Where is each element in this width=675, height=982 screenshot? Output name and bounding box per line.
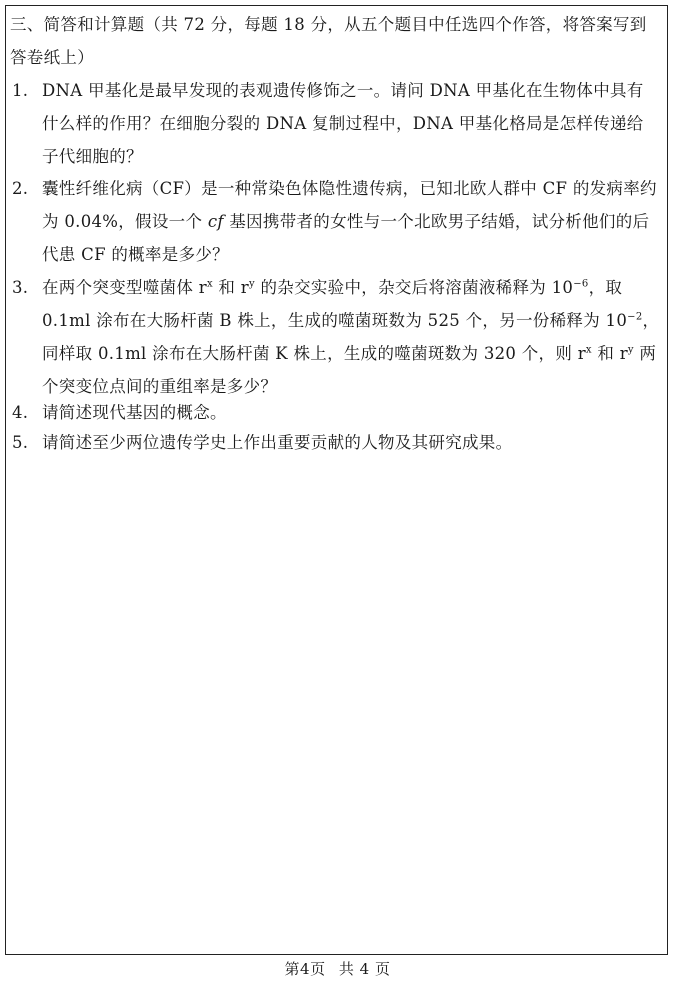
question-4 xyxy=(10,396,660,429)
superscript: x xyxy=(585,344,592,356)
question-text-part: 和 r xyxy=(591,344,628,363)
question-text-part: 基因携带者的女性与一个北欧男子结婚，试分析他们的后代患 CF 的概率是多少？ xyxy=(42,212,650,264)
question-text-part: ，同样取 0.1ml 涂布在大肠杆菌 K 株上，生成的噬菌斑数为 320 个，则 r xyxy=(42,311,660,363)
page-number: 第4页 xyxy=(284,960,326,978)
question-number: 1. xyxy=(12,81,29,100)
question-text-part: 的杂交实验中，杂交后将溶菌液稀释为 10 xyxy=(254,278,574,297)
superscript: −2 xyxy=(627,311,643,323)
question-text: 请简述至少两位遗传学史上作出重要贡献的人物及其研究成果。 xyxy=(42,433,513,452)
question-number: 4. xyxy=(12,403,29,422)
total-pages: 共 4 页 xyxy=(338,960,391,978)
question-text-part: 囊性纤维化病（CF）是一种常染色体隐性遗传病，已知北欧人群中 CF 的发病率约为 0.04%，假设一个 xyxy=(42,179,657,231)
question-text: DNA 甲基化是最早发现的表观遗传修饰之一。请问 DNA 甲基化在生物体中具有什么样的作用？在细胞分裂的 DNA 复制过程中，DNA 甲基化格局是怎样传递给子代细胞的？ xyxy=(42,81,644,166)
question-text xyxy=(42,172,660,271)
question-1 xyxy=(10,74,660,173)
question-5 xyxy=(10,426,660,459)
question-text: 请简述现代基因的概念。 xyxy=(42,403,227,422)
question-text-part: 和 r xyxy=(212,278,249,297)
question-number: 2. xyxy=(12,179,29,198)
superscript: y xyxy=(248,278,255,290)
question-text-part: ，取 0.1ml 涂布在大肠杆菌 B 株上，生成的噬菌斑数为 525 个，另一份稀释为 10 xyxy=(42,278,628,330)
question-2 xyxy=(10,172,660,271)
page-footer xyxy=(0,958,675,980)
question-3 xyxy=(10,271,660,403)
gene-symbol-italic: cf xyxy=(207,212,224,231)
section-heading: 三、简答和计算题（共 72 分，每题 18 分，从五个题目中任选四个作答，将答案写到答卷纸上） xyxy=(10,15,647,67)
question-text-part: 在两个突变型噬菌体 r xyxy=(42,278,207,297)
superscript: x xyxy=(206,278,213,290)
question-text xyxy=(42,271,660,403)
question-text-part: 两个突变位点间的重组率是多少？ xyxy=(42,344,657,396)
superscript: y xyxy=(627,344,634,356)
question-number: 3. xyxy=(12,278,29,297)
question-number: 5. xyxy=(12,433,29,452)
superscript: −6 xyxy=(573,278,589,290)
